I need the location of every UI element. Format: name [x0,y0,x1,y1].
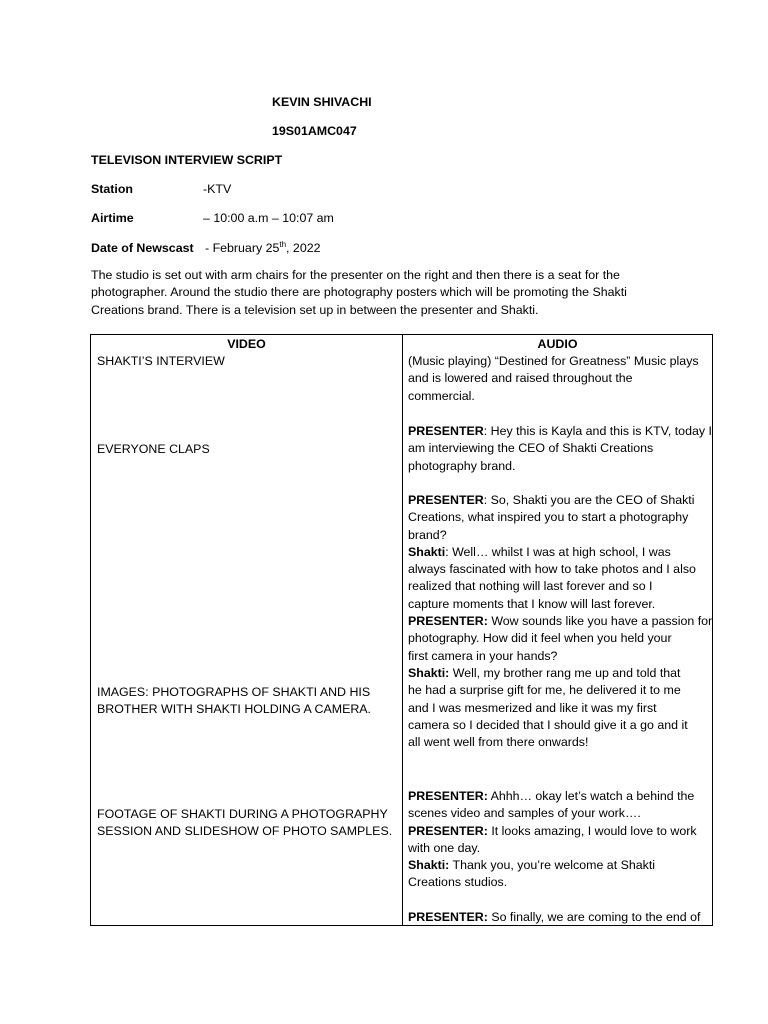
audio-line: scenes video and samples of your work…. [408,806,641,821]
audio-line: he had a surprise gift for me, he delivered it to me [408,683,681,698]
document-title: TELEVISON INTERVIEW SCRIPT [91,153,283,167]
speaker-label: Shakti: [408,858,450,873]
video-cue-images [97,684,371,719]
audio-line: : Well… whilst I was at high school, I was [445,544,671,559]
speaker-label: Shakti [408,544,446,559]
speaker-label: PRESENTER: [408,614,488,629]
date-label: Date of Newscast [91,241,194,255]
speaker-label: Shakti: [408,665,450,680]
audio-line: brand? [408,527,447,542]
audio-line: : Hey this is Kayla and this is KTV, today I [483,424,712,438]
intro-line: photographer. Around the studio there are photography posters which will be promoting the Shakti [91,285,627,300]
video-cue-line: SESSION AND SLIDESHOW OF PHOTO SAMPLES. [97,824,393,839]
audio-line: all went well from there onwards! [408,735,589,750]
speaker-label: PRESENTER [408,424,484,438]
audio-music-cue [408,353,699,405]
audio-line: Creations, what inspired you to start a photography [408,510,689,525]
audio-line: Thank you, you’re welcome at Shakti [449,858,656,873]
date-value [205,240,321,257]
script-table [90,334,713,926]
audio-line: capture moments that I know will last forever. [408,596,656,611]
audio-line: Wow sounds like you have a passion for [487,614,713,629]
speaker-label: PRESENTER: [408,823,488,838]
column-divider [402,335,403,925]
airtime-value: – 10:00 a.m – 10:07 am [203,211,334,225]
date-prefix: - February 25 [205,241,280,255]
audio-closing-line [408,909,700,926]
audio-column-header: AUDIO [537,337,578,351]
audio-line: always fascinated with how to take photos and I also [408,562,696,577]
audio-presenter-intro [408,423,712,475]
date-ordinal: th [279,239,287,249]
video-cue-footage [97,806,392,841]
audio-line: am interviewing the CEO of Shakti Creations [408,441,654,456]
audio-line: photography brand. [408,458,516,473]
video-cue-line: BROTHER WITH SHAKTI HOLDING A CAMERA. [97,702,372,717]
audio-line: Ahhh… okay let’s watch a behind the [487,789,695,803]
airtime-label: Airtime [91,211,134,225]
author-name: KEVIN SHIVACHI [272,95,372,109]
station-value: -KTV [203,182,232,196]
audio-line: photography. How did it feel when you held your [408,631,672,646]
audio-line: camera so I decided that I should give it a go and it [408,717,688,732]
speaker-label: PRESENTER: [408,789,488,803]
audio-line: and I was mesmerized and like it was my first [408,700,657,715]
station-label: Station [91,182,133,196]
student-id: 19S01AMC047 [272,124,357,138]
audio-line: Creations studios. [408,875,508,890]
video-cue-claps: EVERYONE CLAPS [97,442,210,456]
video-column-header: VIDEO [227,337,266,351]
audio-line: commercial. [408,388,475,403]
audio-line: : So, Shakti you are the CEO of Shakti [483,493,695,507]
audio-line: with one day. [408,840,481,855]
speaker-label: PRESENTER: [408,910,488,924]
audio-line: Well, my brother rang me up and told that [449,665,681,680]
audio-line: realized that nothing will last forever and so I [408,579,653,594]
audio-dialogue-block-2 [408,788,697,892]
intro-line: Creations brand. There is a television set up in between the presenter and Shakti. [91,302,539,317]
video-cue-line: IMAGES: PHOTOGRAPHS OF SHAKTI AND HIS [97,685,371,699]
audio-line: It looks amazing, I would love to work [487,823,697,838]
audio-line: and is lowered and raised throughout the [408,371,633,386]
audio-dialogue-block [408,492,712,751]
date-suffix: , 2022 [286,241,321,255]
intro-line: The studio is set out with arm chairs for the presenter on the right and then there is a seat for the [91,268,620,282]
video-cue-interview: SHAKTI’S INTERVIEW [97,354,225,368]
audio-line: first camera in your hands? [408,648,558,663]
audio-line: So finally, we are coming to the end of [487,910,701,924]
audio-line: (Music playing) “Destined for Greatness” Music plays [408,354,699,368]
speaker-label: PRESENTER [408,493,484,507]
intro-paragraph [91,267,691,319]
video-cue-line: FOOTAGE OF SHAKTI DURING A PHOTOGRAPHY [97,807,388,821]
